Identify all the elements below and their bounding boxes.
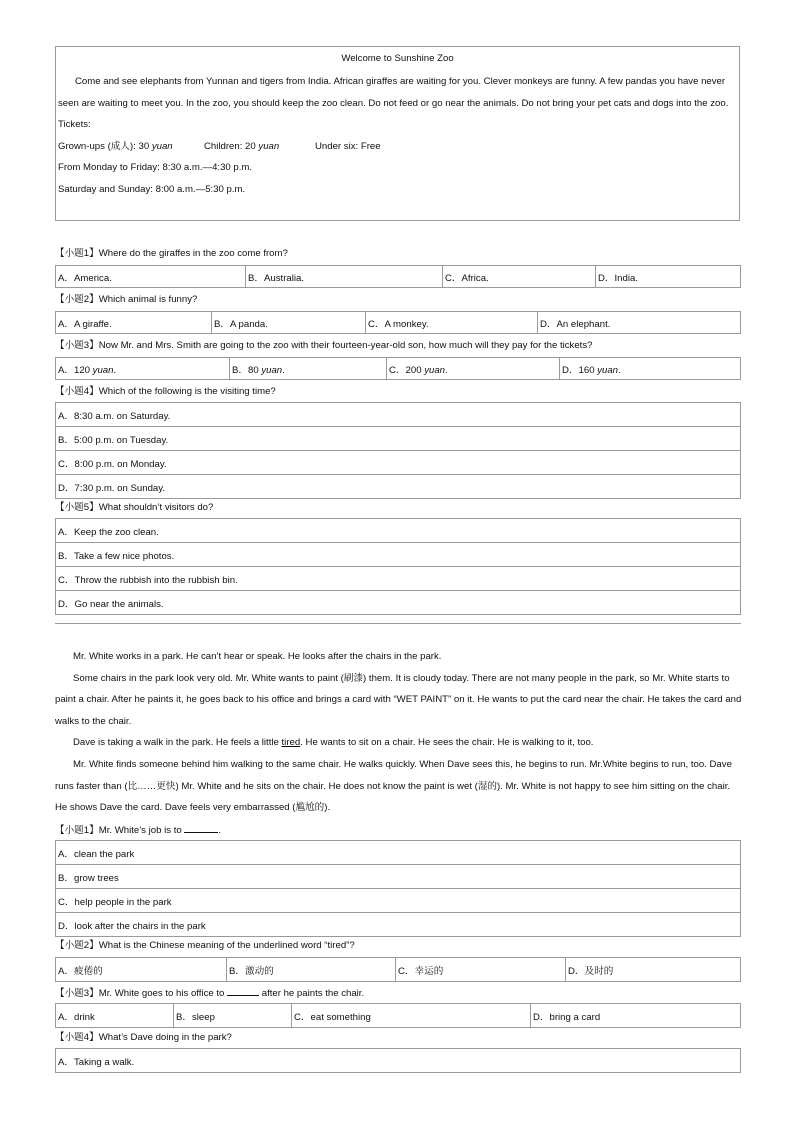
question-title — [55, 986, 364, 1001]
option-d[interactable]: D．look after the chairs in the park — [56, 913, 741, 937]
options-table — [55, 265, 741, 288]
answer-blank[interactable] — [227, 986, 259, 996]
underlined-word: tired — [281, 737, 301, 749]
option-d[interactable]: D．Go near the animals. — [56, 591, 741, 615]
option-a[interactable]: A．clean the park — [56, 841, 741, 865]
options-table — [55, 1048, 741, 1073]
option-a[interactable]: A．8:30 a.m. on Saturday. — [56, 403, 741, 427]
options-table — [55, 311, 741, 334]
option-a[interactable]: A．A giraffe. — [56, 312, 212, 334]
ticket-prices — [58, 136, 737, 158]
section-divider — [55, 623, 741, 624]
option-text: D．160 — [562, 364, 595, 376]
option-d[interactable]: D．及时的 — [566, 958, 741, 982]
option-c[interactable]: C．eat something — [292, 1004, 531, 1028]
option-c[interactable]: C．Africa. — [443, 266, 596, 288]
price-unit: yuan — [261, 364, 283, 376]
option-text: C．200 — [389, 364, 422, 376]
question-text: 【小题1】Mr. White’s job is to — [55, 825, 182, 836]
option-a[interactable]: A．America. — [56, 266, 246, 288]
question-title: 【小题2】Which animal is funny? — [55, 294, 198, 305]
option-b[interactable]: B．5:00 p.m. on Tuesday. — [56, 427, 741, 451]
option-a[interactable]: A．Taking a walk. — [56, 1049, 741, 1073]
question-title — [55, 823, 221, 838]
option-b[interactable]: B．激动的 — [227, 958, 396, 982]
option-d[interactable]: D．An elephant. — [538, 312, 741, 334]
price-unit: yuan — [151, 140, 173, 152]
price-unit: yuan — [92, 364, 114, 376]
question-text: 【小题3】Mr. White goes to his office to — [55, 988, 225, 999]
passage-text: Dave is taking a walk in the park. He feels a little — [73, 737, 279, 749]
notice-title: Welcome to Sunshine Zoo — [341, 53, 454, 64]
option-b[interactable]: B．A panda. — [212, 312, 366, 334]
option-d[interactable]: D．7:30 p.m. on Sunday. — [56, 475, 741, 499]
zoo-notice — [55, 46, 740, 221]
option-b[interactable]: B．sleep — [174, 1004, 292, 1028]
question-title: 【小题1】Where do the giraffes in the zoo come from? — [55, 248, 288, 259]
reading-passage — [55, 646, 743, 819]
option-c[interactable]: C．help people in the park — [56, 889, 741, 913]
under-six-price: Under six: Free — [315, 140, 381, 152]
option-c[interactable]: C．A monkey. — [366, 312, 538, 334]
passage-paragraph: Some chairs in the park look very old. Mr. White wants to paint (刷漆) them. It is cloudy today. There are not many people in the park, so Mr. White starts to paint a chair. After he paints it, he goes back to his office and brings a card with “WET PAINT” on it. He wants to put the card near the chair. He takes the card and walks to the chair. — [55, 672, 742, 727]
options-table — [55, 840, 741, 937]
question-title: 【小题4】Which of the following is the visiting time? — [55, 386, 276, 397]
options-table — [55, 518, 741, 615]
option-c[interactable]: C．200 yuan. — [387, 358, 560, 380]
price-unit: yuan — [424, 364, 446, 376]
option-a[interactable]: A．120 yuan. — [56, 358, 230, 380]
option-b[interactable]: B．grow trees — [56, 865, 741, 889]
notice-paragraph: Come and see elephants from Yunnan and tigers from India. African giraffes are waiting for you. Clever monkeys are funny. A few pandas you have never seen are waiting to meet you. In the zoo, you should keep the zoo clean. Do not feed or go near the animals. Do not bring your pet cats and dogs into the zoo. — [58, 76, 729, 109]
question-text: . — [218, 825, 222, 836]
option-text: B．80 — [232, 364, 259, 376]
option-a[interactable]: A．Keep the zoo clean. — [56, 519, 741, 543]
answer-blank[interactable] — [184, 823, 218, 833]
options-table — [55, 1003, 741, 1028]
question-title: 【小题3】Now Mr. and Mrs. Smith are going to the zoo with their fourteen-year-old son, how much will they pay for the tickets? — [55, 340, 593, 351]
option-a[interactable]: A．drink — [56, 1004, 174, 1028]
price-unit: yuan — [258, 140, 280, 152]
question-title: 【小题5】What shouldn’t visitors do? — [55, 502, 214, 513]
options-table — [55, 402, 741, 499]
question-title: 【小题4】What’s Dave doing in the park? — [55, 1032, 232, 1043]
option-b[interactable]: B．Take a few nice photos. — [56, 543, 741, 567]
weekday-hours: From Monday to Friday: 8:30 a.m.—4:30 p.m. — [58, 162, 253, 173]
tickets-label: Tickets: — [58, 119, 91, 130]
passage-paragraph: Mr. White works in a park. He can’t hear or speak. He looks after the chairs in the park. — [73, 651, 442, 662]
option-c[interactable]: C．8:00 p.m. on Monday. — [56, 451, 741, 475]
option-text: A．120 — [58, 364, 90, 376]
option-c[interactable]: C．幸运的 — [396, 958, 566, 982]
option-a[interactable]: A．疲倦的 — [56, 958, 227, 982]
question-title: 【小题2】What is the Chinese meaning of the underlined word “tired”? — [55, 940, 355, 951]
option-c[interactable]: C．Throw the rubbish into the rubbish bin. — [56, 567, 741, 591]
grownups-price: Grown-ups (成人): 30 — [58, 140, 150, 152]
children-price: Children: 20 — [204, 140, 256, 152]
options-table — [55, 957, 741, 982]
price-unit: yuan — [597, 364, 619, 376]
option-b[interactable]: B．80 yuan. — [230, 358, 387, 380]
option-d[interactable]: D．bring a card — [531, 1004, 741, 1028]
passage-text: . He wants to sit on a chair. He sees the chair. He is walking to it, too. — [300, 737, 594, 749]
options-table — [55, 357, 741, 380]
passage-paragraph: Mr. White finds someone behind him walking to the same chair. He walks quickly. When Dave sees this, he begins to run. Mr.White begins to run, too. Dave runs faster than (比……更快) Mr. White and he sits on the chair. He does not know the paint is wet (湿的). Mr. White is not happy to see him sitting on the chair. He shows Dave the card. Dave feels very embarrassed (尴尬的). — [55, 758, 732, 814]
option-d[interactable]: D．India. — [596, 266, 741, 288]
passage-paragraph — [55, 732, 743, 754]
weekend-hours: Saturday and Sunday: 8:00 a.m.—5:30 p.m. — [58, 183, 246, 195]
question-text: after he paints the chair. — [261, 988, 365, 999]
option-b[interactable]: B．Australia. — [246, 266, 443, 288]
option-d[interactable]: D．160 yuan. — [560, 358, 741, 380]
